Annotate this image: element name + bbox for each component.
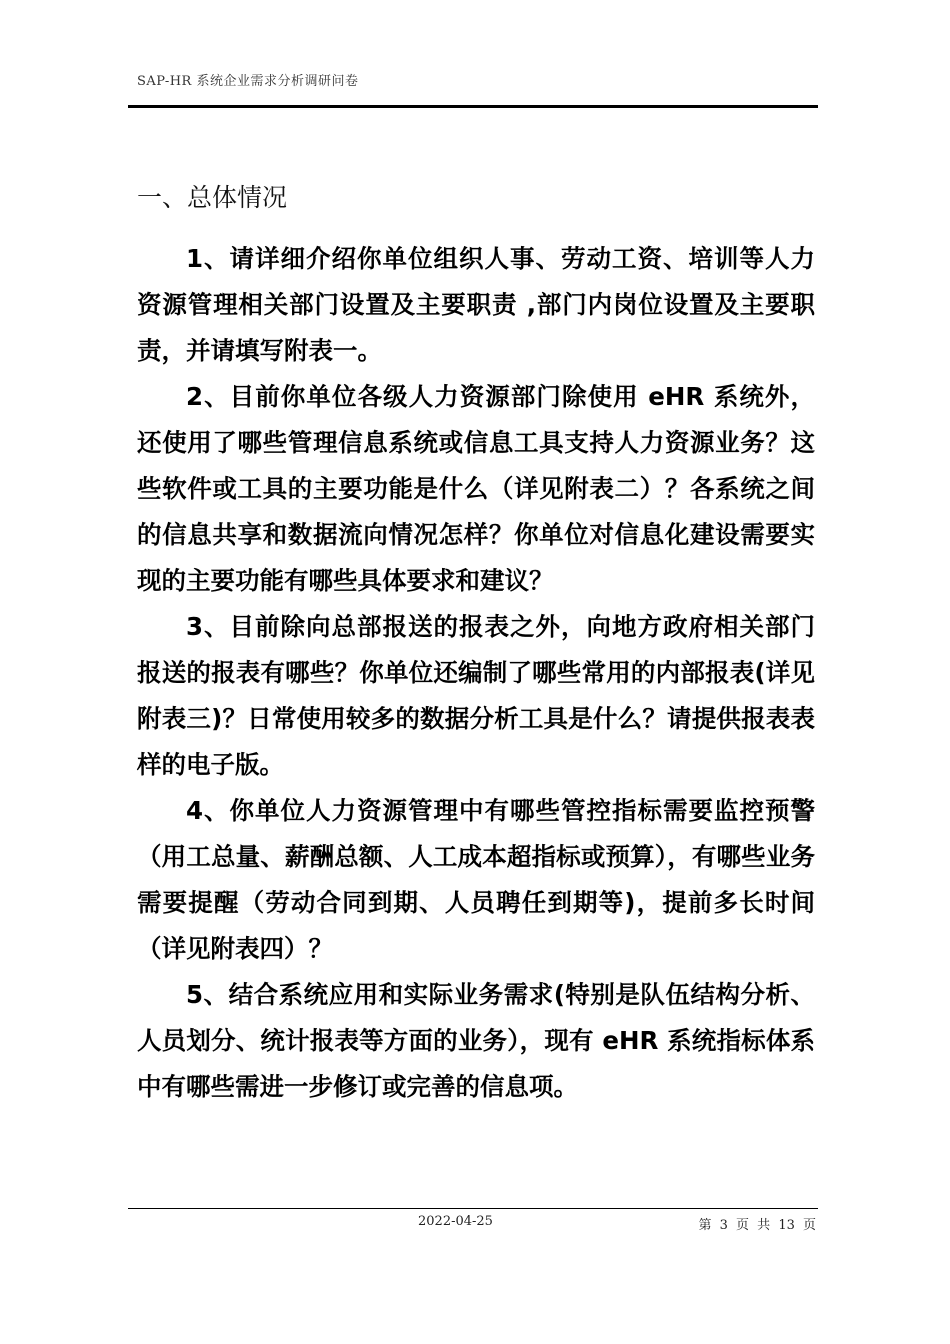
page-number: 第 3 页 共 13 页	[698, 1218, 816, 1233]
question-1: 1、请详细介绍你单位组织人事、劳动工资、培训等人力资源管理相关部门设置及主要职责 ,部门内岗位设置及主要职责，并请填写附表一。	[137, 244, 815, 365]
section-heading: 一、总体情况	[137, 183, 288, 212]
question-4: 4、你单位人力资源管理中有哪些管控指标需要监控预警（用工总量、薪酬总额、人工成本超指标或预算），有哪些业务需要提醒（劳动合同到期、人员聘任到期等)，提前多长时间（详见附表四）？	[137, 796, 815, 963]
question-2: 2、目前你单位各级人力资源部门除使用 eHR 系统外，还使用了哪些管理信息系统或信息工具支持人力资源业务？这些软件或工具的主要功能是什么（详见附表二）？各系统之间的信息共享和数据流向情况怎样？你单位对信息化建设需要实现的主要功能有哪些具体要求和建议？	[137, 382, 815, 595]
page-header-title: SAP-HR 系统企业需求分析调研问卷	[137, 74, 359, 89]
question-3: 3、目前除向总部报送的报表之外，向地方政府相关部门报送的报表有哪些？你单位还编制了哪些常用的内部报表(详见附表三)？日常使用较多的数据分析工具是什么？请提供报表表样的电子版。	[137, 612, 815, 779]
footer-date: 2022-04-25	[418, 1214, 493, 1229]
question-list	[137, 236, 815, 1110]
footer-divider	[128, 1208, 818, 1209]
question-5: 5、结合系统应用和实际业务需求(特别是队伍结构分析、人员划分、统计报表等方面的业务），现有 eHR 系统指标体系中有哪些需进一步修订或完善的信息项。	[137, 980, 815, 1101]
header-divider	[128, 105, 818, 108]
